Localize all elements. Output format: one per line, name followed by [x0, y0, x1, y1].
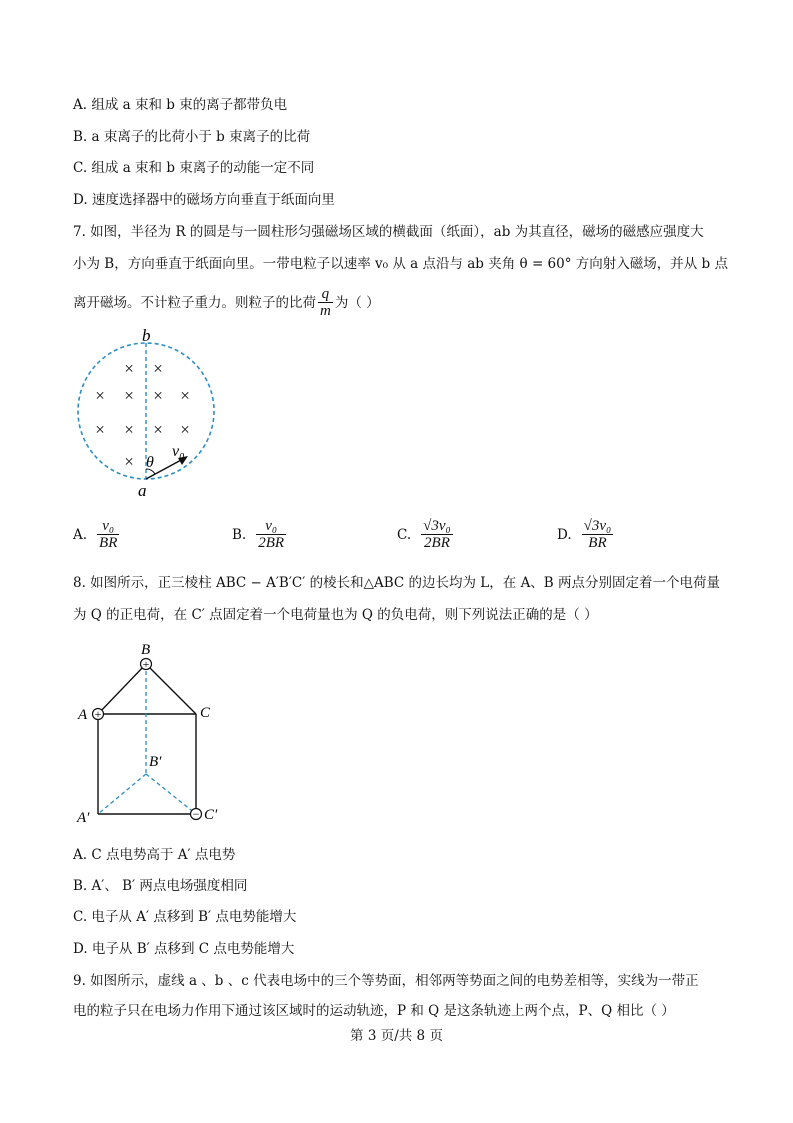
q7-option-c-num: √3v₀	[423, 518, 451, 534]
field-cross: ×	[124, 359, 134, 378]
field-cross: ×	[124, 386, 134, 405]
q7-option-b-fraction	[256, 518, 286, 551]
q8-label-B1: B′	[149, 754, 162, 770]
field-cross: ×	[153, 386, 163, 405]
q7-option-b-num: v₀	[256, 518, 286, 535]
q7-option-b-label: B.	[232, 526, 247, 543]
field-cross: ×	[124, 420, 134, 439]
q8-charge-A-sign: +	[94, 707, 102, 721]
q7-option-a-den: BR	[99, 535, 118, 551]
q7-option-c-label: C.	[397, 526, 412, 543]
field-cross: ×	[124, 452, 134, 471]
q7-option-b-den: 2BR	[258, 535, 285, 551]
q8-label-B: B	[141, 642, 151, 658]
field-cross: ×	[95, 420, 105, 439]
q7-option-b	[232, 518, 286, 551]
q6-option-a: A. 组成 a 束和 b 束的离子都带负电	[73, 97, 288, 113]
q7-option-a-label: A.	[73, 526, 88, 543]
q7-option-a	[73, 518, 119, 551]
q6-option-d: D. 速度选择器中的磁场方向垂直于纸面向里	[73, 192, 335, 208]
q7-stem-line1: 7. 如图，半径为 R 的圆是与一圆柱形匀强磁场区域的横截面（纸面），ab 为其直径，磁场的磁感应强度大	[73, 224, 704, 240]
q7-option-d-fraction	[582, 518, 614, 551]
q7-option-c-den: 2BR	[424, 535, 450, 551]
q7-option-d-num: √3v₀	[583, 518, 612, 534]
q9-stem-line2: 电的粒子只在电场力作用下通过该区域时的运动轨迹，P 和 Q 是这条轨迹上两个点，P、Q 相比（ ）	[73, 1003, 675, 1019]
field-cross: ×	[95, 386, 105, 405]
q7-option-c	[397, 518, 453, 551]
q7-option-d-den: BR	[588, 535, 607, 551]
q7-option-c-fraction	[421, 518, 453, 551]
q7-stem-line3-tail: 为（ ）	[334, 294, 380, 311]
field-cross: ×	[180, 386, 190, 405]
q8-prism-figure	[72, 640, 232, 830]
q7-label-b: b	[142, 328, 151, 345]
field-cross: ×	[153, 420, 163, 439]
q8-edge-BC	[146, 664, 196, 714]
q7-stem-line3-text: 离开磁场。不计粒子重力。则粒子的比荷	[73, 294, 316, 311]
q7-option-a-num: v₀	[97, 518, 119, 535]
q8-option-a: A. C 点电势高于 A′ 点电势	[73, 847, 236, 863]
q8-label-C: C	[200, 705, 211, 721]
q7-label-theta: θ	[146, 454, 154, 471]
q8-charge-C1-sign: −	[192, 807, 200, 821]
q8-edge-B1C1	[146, 774, 196, 814]
q7-option-d	[557, 518, 613, 551]
field-cross: ×	[153, 359, 163, 378]
q7-stem-line2: 小为 B，方向垂直于纸面向里。一带电粒子以速率 v₀ 从 a 点沿与 ab 夹角 θ = 60° 方向射入磁场，并从 b 点	[73, 256, 728, 272]
q8-stem-line1: 8. 如图所示，正三棱柱 ABC − A′B′C′ 的棱长和△ABC 的边长均为 L，在 A、B 两点分别固定着一个电荷量	[73, 575, 721, 591]
q6-option-b: B. a 束离子的比荷小于 b 束离子的比荷	[73, 129, 311, 145]
q8-label-A1: A′	[77, 810, 90, 826]
q7-magnetic-field-figure	[70, 328, 230, 498]
q7-ratio-denominator: m	[320, 303, 331, 319]
q8-edge-BA	[98, 664, 146, 714]
q8-stem-line2: 为 Q 的正电荷，在 C′ 点固定着一个电荷量也为 Q 的负电荷，则下列说法正确的是（ ）	[73, 607, 598, 623]
q8-label-C1: C′	[204, 807, 218, 823]
q8-charge-B-sign: +	[142, 657, 150, 671]
page-footer: 第 3 页/共 8 页	[350, 1028, 443, 1044]
q7-label-a: a	[138, 481, 147, 498]
q7-option-a-fraction	[97, 518, 119, 551]
field-cross: ×	[180, 420, 190, 439]
q8-option-b: B. A′、 B′ 两点电场强度相同	[73, 878, 248, 894]
q6-option-c: C. 组成 a 束和 b 束离子的动能一定不同	[73, 160, 315, 176]
q7-ratio-numerator: q	[318, 286, 333, 303]
q7-label-v0: v₀	[172, 443, 185, 460]
q8-edge-B1A1	[98, 774, 146, 814]
q7-stem-line3	[73, 286, 380, 319]
q9-stem-line1: 9. 如图所示，虚线 a 、b 、c 代表电场中的三个等势面，相邻两等势面之间的电势差相等，实线为一带正	[73, 973, 699, 989]
q7-option-d-label: D.	[557, 526, 572, 543]
q8-option-d: D. 电子从 B′ 点移到 C 点电势能增大	[73, 941, 295, 957]
q8-option-c: C. 电子从 A′ 点移到 B′ 点电势能增大	[73, 909, 297, 925]
q8-label-A: A	[78, 707, 88, 723]
q7-ratio-fraction	[318, 286, 333, 319]
